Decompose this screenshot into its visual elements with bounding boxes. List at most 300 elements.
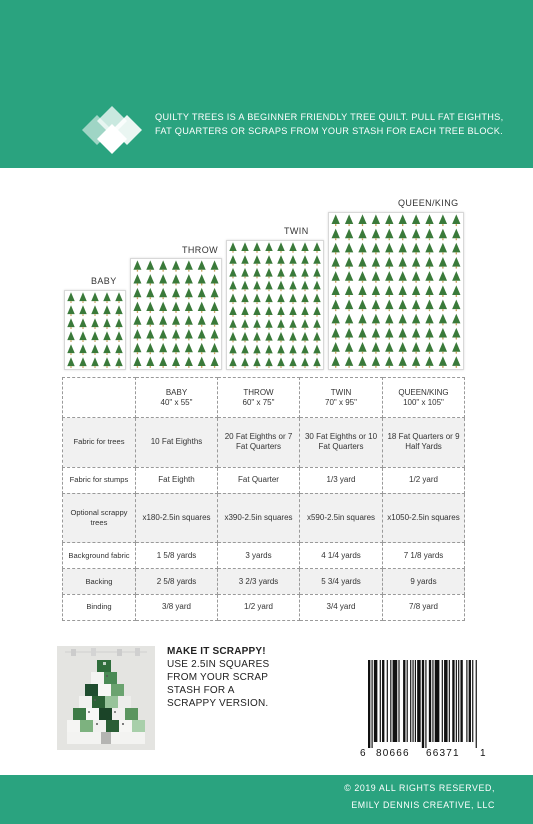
tree-block	[399, 257, 407, 267]
scrappy-quilt-photo	[57, 646, 155, 750]
tree-block	[372, 314, 380, 324]
tree-stump	[415, 352, 416, 354]
barcode-bar	[442, 660, 443, 742]
tree-block	[253, 281, 260, 290]
tree-block	[313, 319, 320, 328]
table-cell: Fat Quarter	[218, 467, 300, 493]
tree-stump	[304, 289, 305, 291]
tree-stump	[268, 315, 269, 317]
scrappy-heading: MAKE IT SCRAPPY!	[167, 646, 266, 657]
tree-stump	[375, 366, 376, 368]
tree-block	[289, 281, 296, 290]
tree-block	[146, 260, 154, 269]
tree-stump	[335, 252, 336, 254]
tree-stump	[232, 315, 233, 317]
tree-stump	[362, 224, 363, 226]
barcode-bar	[372, 660, 373, 748]
tree-stump	[118, 327, 119, 329]
tree-block	[115, 344, 122, 353]
barcode-bar	[472, 660, 473, 742]
tree-block	[372, 257, 380, 267]
tree-block	[358, 257, 366, 267]
tree-stump	[70, 327, 71, 329]
table-row	[63, 418, 465, 468]
scrappy-line: USE 2.5IN SQUARES	[167, 659, 270, 670]
tree-block	[313, 268, 320, 277]
tree-block	[241, 319, 248, 328]
tree-stump	[316, 277, 317, 279]
tree-stump	[402, 238, 403, 240]
tree-block	[277, 319, 284, 328]
tree-stump	[106, 353, 107, 355]
tree-stump	[442, 323, 443, 325]
table-cell: 1/2 yard	[218, 594, 300, 620]
tree-stump	[82, 366, 83, 368]
tree-stump	[362, 281, 363, 283]
tree-stump	[244, 341, 245, 343]
tree-block	[253, 306, 260, 315]
tree-block	[185, 357, 193, 366]
tree-block	[67, 357, 74, 366]
tree-stump	[316, 328, 317, 330]
tree-block	[289, 345, 296, 354]
fabric-requirements-table	[62, 377, 465, 621]
tree-stump	[268, 366, 269, 368]
tree-block	[211, 329, 219, 338]
tree-stump	[375, 352, 376, 354]
tree-block	[229, 332, 236, 341]
tree-stump	[232, 302, 233, 304]
tree-stump	[150, 338, 151, 340]
tree-block	[229, 268, 236, 277]
tree-stump	[402, 323, 403, 325]
tree-block	[345, 229, 353, 239]
tree-stump	[456, 267, 457, 269]
row-label: Backing	[63, 569, 136, 595]
tree-block	[332, 257, 340, 267]
tree-stump	[442, 366, 443, 368]
table-cell: 18 Fat Quarters or 9 Half Yards	[383, 418, 465, 468]
tree-block	[159, 288, 167, 297]
tree-block	[265, 345, 272, 354]
tree-stump	[415, 252, 416, 254]
tree-block	[115, 357, 122, 366]
tree-block	[172, 302, 180, 311]
tree-stump	[118, 353, 119, 355]
tree-stump	[256, 289, 257, 291]
quilt-label-queen-king: QUEEN/KING	[398, 198, 459, 208]
barcode-bar	[456, 660, 457, 742]
table-cell: Fat Eighth	[136, 467, 218, 493]
tree-block	[412, 342, 420, 352]
tree-stump	[244, 353, 245, 355]
barcode-bar	[407, 660, 408, 742]
tree-stump	[201, 338, 202, 340]
barcode-bar	[432, 660, 433, 742]
tree-stump	[150, 297, 151, 299]
tree-stump	[137, 352, 138, 354]
tree-block	[385, 314, 393, 324]
tree-block	[146, 357, 154, 366]
tree-block	[372, 214, 380, 224]
tree-stump	[316, 353, 317, 355]
tree-block	[91, 305, 98, 314]
tree-block	[332, 271, 340, 281]
tree-block	[277, 281, 284, 290]
barcode-bar	[382, 660, 384, 742]
barcode-bar	[452, 660, 454, 742]
quilt-label-twin: TWIN	[284, 226, 309, 236]
tree-stump	[348, 309, 349, 311]
tree-block	[229, 306, 236, 315]
tree-stump	[292, 328, 293, 330]
tree-stump	[375, 252, 376, 254]
tree-block	[358, 214, 366, 224]
tree-block	[345, 356, 353, 366]
tree-block	[412, 214, 420, 224]
quilt-label-throw: THROW	[182, 245, 218, 255]
tree-block	[159, 357, 167, 366]
tree-block	[385, 300, 393, 310]
tree-block	[91, 292, 98, 301]
tree-stump	[429, 366, 430, 368]
barcode-bar	[422, 660, 424, 748]
tree-block	[172, 274, 180, 283]
tree-block	[412, 243, 420, 253]
tree-stump	[214, 283, 215, 285]
tree-block	[185, 274, 193, 283]
tree-block	[332, 342, 340, 352]
tree-stump	[268, 341, 269, 343]
barcode-digits-left: 80666	[376, 748, 410, 759]
tree-block	[372, 271, 380, 281]
tree-stump	[256, 341, 257, 343]
tree-stump	[292, 264, 293, 266]
tree-stump	[175, 352, 176, 354]
tree-stump	[389, 295, 390, 297]
tree-stump	[375, 323, 376, 325]
tree-stump	[316, 302, 317, 304]
tree-stump	[244, 251, 245, 253]
tree-block	[172, 260, 180, 269]
tree-stump	[316, 289, 317, 291]
tree-stump	[375, 281, 376, 283]
tree-stump	[335, 352, 336, 354]
tree-stump	[292, 341, 293, 343]
tree-block	[211, 315, 219, 324]
tree-stump	[214, 352, 215, 354]
tree-stump	[118, 366, 119, 368]
tree-block	[198, 302, 206, 311]
tree-block	[399, 300, 407, 310]
tree-stump	[70, 314, 71, 316]
tree-stump	[268, 251, 269, 253]
tree-stump	[415, 224, 416, 226]
tree-stump	[292, 315, 293, 317]
tree-block	[425, 356, 433, 366]
tree-stump	[280, 328, 281, 330]
table-cell: 7/8 yard	[383, 594, 465, 620]
tree-stump	[415, 267, 416, 269]
tree-stump	[232, 277, 233, 279]
tree-stump	[268, 264, 269, 266]
tree-stump	[402, 267, 403, 269]
tree-stump	[362, 323, 363, 325]
tree-block	[412, 356, 420, 366]
tree-block	[289, 255, 296, 264]
tree-stump	[188, 352, 189, 354]
intro-text: QUILTY TREES IS A BEGINNER FRIENDLY TREE QUILT. PULL FAT EIGHTHS, FAT QUARTERS OR SCRAPS FROM YOUR STASH FOR EACH TREE BLOCK.	[155, 112, 504, 136]
tree-stump	[268, 277, 269, 279]
tree-block	[452, 285, 460, 295]
tree-block	[345, 300, 353, 310]
tree-stump	[375, 224, 376, 226]
tree-block	[452, 356, 460, 366]
tree-stump	[175, 366, 176, 368]
tree-pattern	[131, 259, 221, 369]
tree-stump	[402, 224, 403, 226]
tree-block	[345, 214, 353, 224]
tree-block	[439, 214, 447, 224]
tree-stump	[442, 252, 443, 254]
tree-block	[241, 242, 248, 251]
tree-block	[301, 268, 308, 277]
table-cell: x1050-2.5in squares	[383, 493, 465, 543]
tree-stump	[348, 338, 349, 340]
tree-stump	[163, 366, 164, 368]
tree-block	[425, 300, 433, 310]
tree-stump	[94, 314, 95, 316]
tree-stump	[150, 325, 151, 327]
table-cell: 2 5/8 yards	[136, 569, 218, 595]
tree-block	[172, 288, 180, 297]
quilt-queen-king	[328, 212, 464, 370]
tree-block	[229, 293, 236, 302]
tree-block	[241, 293, 248, 302]
tree-block	[372, 328, 380, 338]
tree-stump	[256, 251, 257, 253]
tree-block	[412, 229, 420, 239]
tree-stump	[163, 338, 164, 340]
tree-stump	[304, 302, 305, 304]
row-label: Optional scrappy trees	[63, 493, 136, 543]
tree-stump	[402, 252, 403, 254]
barcode-digit-lead: 6	[360, 748, 366, 759]
tree-block	[79, 318, 86, 327]
tree-block	[399, 356, 407, 366]
tree-stump	[232, 289, 233, 291]
tree-stump	[375, 338, 376, 340]
table-header-row	[63, 378, 465, 418]
tree-block	[159, 260, 167, 269]
tree-block	[452, 257, 460, 267]
tree-stump	[232, 341, 233, 343]
tree-stump	[280, 341, 281, 343]
tree-stump	[429, 338, 430, 340]
tree-stump	[175, 311, 176, 313]
tree-block	[198, 315, 206, 324]
table-cell: 30 Fat Eighths or 10 Fat Quarters	[300, 418, 383, 468]
barcode-bar	[387, 660, 388, 742]
tree-stump	[150, 283, 151, 285]
tree-stump	[188, 297, 189, 299]
tree-block	[358, 356, 366, 366]
tree-block	[399, 271, 407, 281]
tree-block	[265, 293, 272, 302]
tree-stump	[429, 238, 430, 240]
tree-block	[241, 255, 248, 264]
tree-stump	[214, 297, 215, 299]
tree-block	[439, 342, 447, 352]
tree-block	[372, 243, 380, 253]
tree-stump	[316, 251, 317, 253]
tree-block	[133, 274, 141, 283]
tree-stump	[94, 301, 95, 303]
table-cell: 9 yards	[383, 569, 465, 595]
tree-block	[425, 257, 433, 267]
tree-block	[301, 281, 308, 290]
tree-stump	[348, 281, 349, 283]
tree-block	[358, 229, 366, 239]
tree-stump	[150, 270, 151, 272]
tree-stump	[201, 283, 202, 285]
tree-stump	[188, 366, 189, 368]
tree-stump	[188, 311, 189, 313]
quilt-baby	[64, 290, 126, 370]
tree-stump	[201, 297, 202, 299]
tree-block	[452, 342, 460, 352]
tree-stump	[456, 338, 457, 340]
tree-stump	[389, 252, 390, 254]
scrappy-line: SCRAPPY VERSION.	[167, 698, 269, 709]
tree-stump	[348, 238, 349, 240]
tree-stump	[429, 309, 430, 311]
copyright-block	[344, 780, 495, 814]
tree-block	[452, 300, 460, 310]
tree-block	[159, 329, 167, 338]
tree-stump	[244, 264, 245, 266]
tree-stump	[402, 295, 403, 297]
tree-block	[439, 257, 447, 267]
tree-stump	[137, 297, 138, 299]
tree-block	[265, 242, 272, 251]
tree-block	[385, 356, 393, 366]
tree-block	[159, 302, 167, 311]
tree-block	[115, 305, 122, 314]
table-cell: 7 1/8 yards	[383, 543, 465, 569]
tree-block	[385, 257, 393, 267]
tree-stump	[415, 238, 416, 240]
tree-block	[301, 255, 308, 264]
tree-stump	[118, 314, 119, 316]
tree-block	[253, 255, 260, 264]
tree-stump	[389, 309, 390, 311]
tree-stump	[348, 352, 349, 354]
tree-block	[103, 331, 110, 340]
tree-block	[133, 329, 141, 338]
tree-stump	[429, 252, 430, 254]
tree-stump	[188, 338, 189, 340]
tree-stump	[304, 251, 305, 253]
tree-block	[399, 243, 407, 253]
quilt-twin	[226, 240, 324, 370]
tree-stump	[70, 366, 71, 368]
tree-stump	[163, 325, 164, 327]
tree-block	[146, 274, 154, 283]
tree-block	[332, 328, 340, 338]
table-cell: 3/8 yard	[136, 594, 218, 620]
tree-block	[133, 260, 141, 269]
tree-block	[265, 319, 272, 328]
tree-block	[159, 274, 167, 283]
tree-stump	[150, 311, 151, 313]
tree-stump	[280, 289, 281, 291]
tree-block	[79, 357, 86, 366]
tree-block	[265, 255, 272, 264]
tree-stump	[415, 309, 416, 311]
tree-block	[103, 292, 110, 301]
tree-block	[229, 319, 236, 328]
tree-stump	[137, 311, 138, 313]
tree-block	[439, 229, 447, 239]
tree-block	[229, 242, 236, 251]
tree-stump	[415, 281, 416, 283]
tree-block	[412, 257, 420, 267]
tree-block	[115, 292, 122, 301]
tree-block	[358, 271, 366, 281]
tree-stump	[94, 353, 95, 355]
tree-block	[146, 315, 154, 324]
tree-block	[452, 243, 460, 253]
tree-block	[265, 281, 272, 290]
tree-block	[198, 288, 206, 297]
tree-stump	[375, 267, 376, 269]
tree-block	[439, 314, 447, 324]
tree-stump	[375, 238, 376, 240]
tree-stump	[232, 366, 233, 368]
tree-block	[412, 300, 420, 310]
tree-block	[399, 229, 407, 239]
tree-stump	[429, 224, 430, 226]
tree-block	[399, 342, 407, 352]
tree-block	[385, 229, 393, 239]
tree-stump	[389, 224, 390, 226]
tree-stump	[442, 309, 443, 311]
tree-stump	[442, 295, 443, 297]
tree-block	[439, 285, 447, 295]
tree-stump	[214, 311, 215, 313]
tree-stump	[292, 251, 293, 253]
tree-stump	[94, 340, 95, 342]
tree-stump	[137, 325, 138, 327]
tree-stump	[316, 315, 317, 317]
tree-block	[229, 255, 236, 264]
tree-block	[289, 293, 296, 302]
tree-stump	[304, 315, 305, 317]
tree-block	[229, 357, 236, 366]
tree-block	[452, 214, 460, 224]
barcode-bar	[458, 660, 459, 742]
tree-block	[277, 268, 284, 277]
tree-block	[67, 292, 74, 301]
tree-block	[425, 314, 433, 324]
tree-stump	[201, 352, 202, 354]
tree-block	[253, 357, 260, 366]
tree-stump	[316, 366, 317, 368]
tree-block	[146, 302, 154, 311]
tree-stump	[456, 295, 457, 297]
tree-stump	[362, 352, 363, 354]
